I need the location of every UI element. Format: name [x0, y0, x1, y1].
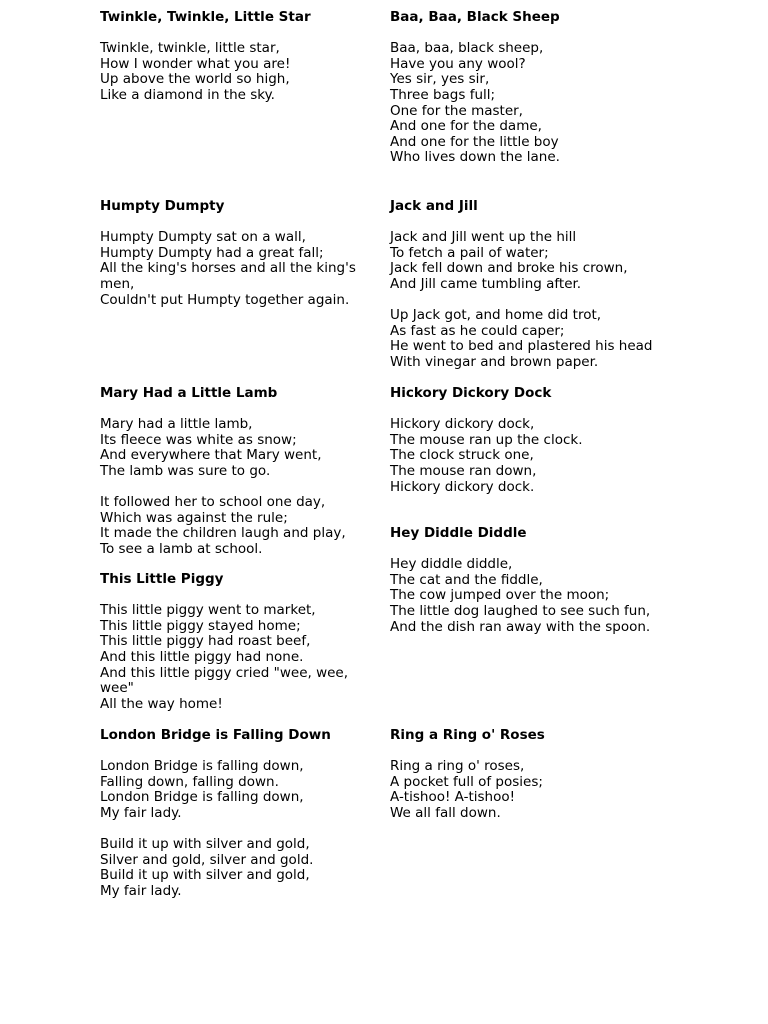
poem-hickory-dickory-dock [390, 386, 680, 495]
poem-line: The cat and the fiddle, [390, 571, 543, 588]
poem-stanza [390, 230, 680, 292]
poem-line: And everywhere that Mary went, [100, 447, 322, 464]
poem-line: The mouse ran down, [390, 462, 537, 479]
poem-body [100, 603, 375, 712]
poem-line: Up Jack got, and home did trot, [390, 307, 602, 324]
poem-line: He went to bed and plastered his head [390, 338, 653, 355]
poem-stanza [100, 837, 375, 899]
poem-line: Have you any wool? [390, 55, 526, 72]
poem-stanza [100, 603, 375, 712]
poem-line: The clock struck one, [390, 447, 534, 464]
poem-line: Like a diamond in the sky. [100, 86, 275, 103]
poem-line: Build it up with silver and gold, [100, 867, 310, 884]
poem-stanza [100, 417, 375, 479]
poem-body [390, 417, 680, 495]
poem-line: Hey diddle diddle, [390, 556, 513, 573]
poem-line: It made the children laugh and play, [100, 525, 346, 542]
poem-line: My fair lady. [100, 882, 182, 899]
poem-stanza [100, 230, 375, 308]
poem-humpty-dumpty [100, 199, 375, 308]
poem-line: Humpty Dumpty sat on a wall, [100, 229, 306, 246]
poem-title: Hickory Dickory Dock [390, 385, 552, 401]
poem-body [390, 759, 680, 821]
poem-line: And one for the little boy [390, 133, 559, 150]
poem-line: And this little piggy cried "wee, wee, wee" [100, 664, 349, 697]
poem-mary-had-a-little-lamb [100, 386, 375, 558]
poem-line: Its fleece was white as snow; [100, 431, 297, 448]
poem-line: Ring a ring o' roses, [390, 758, 525, 775]
poem-line: As fast as he could caper; [390, 322, 565, 339]
poem-line: Silver and gold, silver and gold. [100, 851, 314, 868]
poem-line: Jack fell down and broke his crown, [390, 260, 628, 277]
poem-line: Up above the world so high, [100, 71, 290, 88]
poem-line: It followed her to school one day, [100, 494, 326, 511]
poem-line: Three bags full; [390, 86, 496, 103]
poem-jack-and-jill [390, 199, 680, 371]
poem-line: This little piggy went to market, [100, 602, 316, 619]
poem-line: Mary had a little lamb, [100, 416, 253, 433]
poem-line: The mouse ran up the clock. [390, 431, 583, 448]
poem-stanza [100, 759, 375, 821]
poem-hey-diddle-diddle [390, 526, 680, 635]
poem-title: Jack and Jill [390, 198, 478, 214]
poem-line: All the king's horses and all the king's men, [100, 260, 356, 292]
poem-line: And this little piggy had none. [100, 648, 304, 665]
poem-line: This little piggy stayed home; [100, 617, 301, 634]
poem-line: We all fall down. [390, 804, 501, 821]
poem-body [100, 41, 375, 103]
poem-london-bridge [100, 728, 375, 900]
poem-line: London Bridge is falling down, [100, 789, 304, 806]
poem-line: And Jill came tumbling after. [390, 275, 582, 292]
poem-line: Humpty Dumpty had a great fall; [100, 244, 324, 261]
poem-line: The lamb was sure to go. [100, 462, 271, 479]
poem-twinkle [100, 10, 375, 104]
poem-title: Baa, Baa, Black Sheep [390, 9, 560, 25]
poem-line: With vinegar and brown paper. [390, 353, 599, 370]
poem-this-little-piggy [100, 572, 375, 712]
poem-body [390, 230, 680, 370]
poem-body [390, 41, 680, 166]
poem-title: Humpty Dumpty [100, 198, 225, 214]
poem-stanza [100, 41, 375, 103]
poem-line: One for the master, [390, 102, 523, 119]
poem-line: And one for the dame, [390, 118, 542, 135]
poem-line: All the way home! [100, 695, 223, 712]
poem-line: To see a lamb at school. [100, 540, 263, 557]
poem-title: Mary Had a Little Lamb [100, 385, 278, 401]
poem-body [390, 557, 680, 635]
poem-line: Jack and Jill went up the hill [390, 229, 577, 246]
poem-title: Ring a Ring o' Roses [390, 727, 545, 743]
poem-line: How I wonder what you are! [100, 55, 291, 72]
poem-line: My fair lady. [100, 804, 182, 821]
poem-body [100, 759, 375, 899]
poem-stanza [390, 759, 680, 821]
poem-line: A-tishoo! A-tishoo! [390, 789, 516, 806]
poem-line: Baa, baa, black sheep, [390, 40, 544, 57]
poem-line: Hickory dickory dock. [390, 478, 535, 495]
poem-body [100, 230, 375, 308]
poem-line: A pocket full of posies; [390, 773, 543, 790]
poem-line: Twinkle, twinkle, little star, [100, 40, 280, 57]
poem-stanza [390, 41, 680, 166]
poem-line: Who lives down the lane. [390, 149, 560, 166]
poem-line: To fetch a pail of water; [390, 244, 549, 261]
poem-stanza [390, 557, 680, 635]
poem-title: This Little Piggy [100, 571, 224, 587]
poem-line: Build it up with silver and gold, [100, 836, 310, 853]
poem-body [100, 417, 375, 557]
poem-baa-baa-black-sheep [390, 10, 680, 166]
poem-stanza [390, 417, 680, 495]
poem-line: Falling down, falling down. [100, 773, 279, 790]
poem-line: This little piggy had roast beef, [100, 633, 311, 650]
poem-title: Twinkle, Twinkle, Little Star [100, 9, 311, 25]
poem-title: Hey Diddle Diddle [390, 525, 527, 541]
poem-line: Hickory dickory dock, [390, 416, 535, 433]
poem-stanza [390, 308, 680, 370]
poem-line: Couldn't put Humpty together again. [100, 291, 350, 308]
poem-line: The little dog laughed to see such fun, [390, 602, 651, 619]
poem-stanza [100, 495, 375, 557]
poem-line: London Bridge is falling down, [100, 758, 304, 775]
poem-line: The cow jumped over the moon; [390, 587, 610, 604]
poem-line: And the dish ran away with the spoon. [390, 618, 651, 635]
poem-line: Which was against the rule; [100, 509, 288, 526]
poem-line: Yes sir, yes sir, [390, 71, 490, 88]
poem-ring-a-ring-o-roses [390, 728, 680, 822]
poem-title: London Bridge is Falling Down [100, 727, 331, 743]
